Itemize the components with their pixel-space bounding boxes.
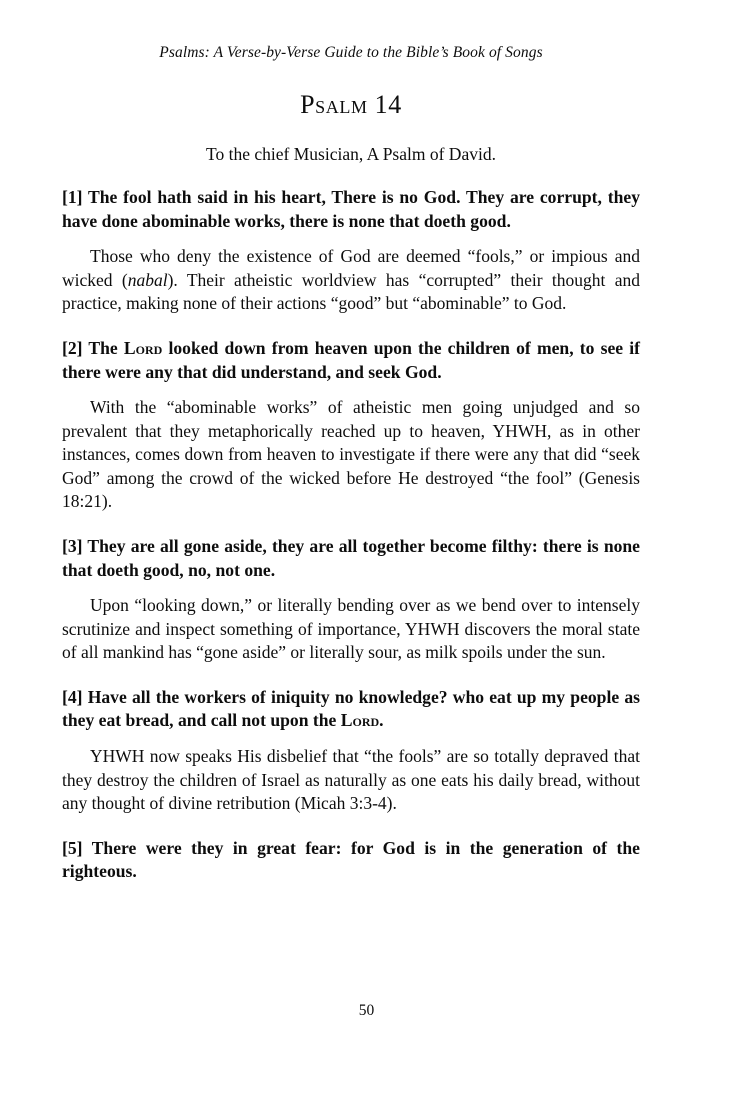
page-title: Psalm 14 — [300, 90, 402, 119]
running-head: Psalms: A Verse-by-Verse Guide to the Bible’s Book of Songs — [159, 44, 543, 61]
commentary-paragraph: With the “abominable works” of atheistic men going unjudged and so prevalent that they metaphorically reached up to heaven, YHWH, as in other instances, comes down from heaven to investigate if there were any that did “seek God” among the crowd of the wicked before He destroyed “the fool” (Genesis 18:21). — [62, 397, 640, 512]
verse-paragraph: [5] There were they in great fear: for God is in the generation of the righteous. — [62, 837, 640, 882]
commentary-paragraph: YHWH now speaks His disbelief that “the fools” are so totally depraved that they destroy the children of Israel as naturally as one eats his daily bread, without any thought of divine retribution (Micah 3:3-4). — [62, 746, 640, 814]
verse-paragraph: [3] They are all gone aside, they are all together become filthy: there is none that doeth good, no, not one. — [62, 535, 640, 580]
hebrew-term: nabal — [127, 269, 168, 290]
psalm-body — [62, 186, 640, 884]
divine-name-smallcaps: Lord — [340, 710, 380, 731]
page-content — [62, 0, 640, 884]
psalm-superscription: To the chief Musician, A Psalm of David. — [206, 144, 496, 164]
verse-paragraph: [1] The fool hath said in his heart, There is no God. They are corrupt, they have done abominable works, there is none that doeth good. — [62, 187, 640, 231]
commentary-paragraph: Upon “looking down,” or literally bending over as we bend over to intensely scrutinize and inspect something of importance, YHWH discovers the moral state of all mankind has “gone aside” or literally sour, as milk spoils under the sun. — [62, 595, 640, 663]
commentary-paragraph: Those who deny the existence of God are deemed “fools,” or impious and wicked (nabal). Their atheistic worldview has “corrupted” their thought and practice, making none of their actions “good” but “abominable” to God. — [62, 246, 640, 314]
page-number: 50 — [358, 1002, 375, 1019]
divine-name-smallcaps: Lord — [123, 337, 163, 358]
verse-paragraph: [2] The Lord looked down from heaven upon the children of men, to see if there were any that did understand, and seek God. — [62, 337, 640, 382]
verse-paragraph: [4] Have all the workers of iniquity no knowledge? who eat up my people as they eat bread, and call not upon the Lord. — [62, 686, 640, 731]
